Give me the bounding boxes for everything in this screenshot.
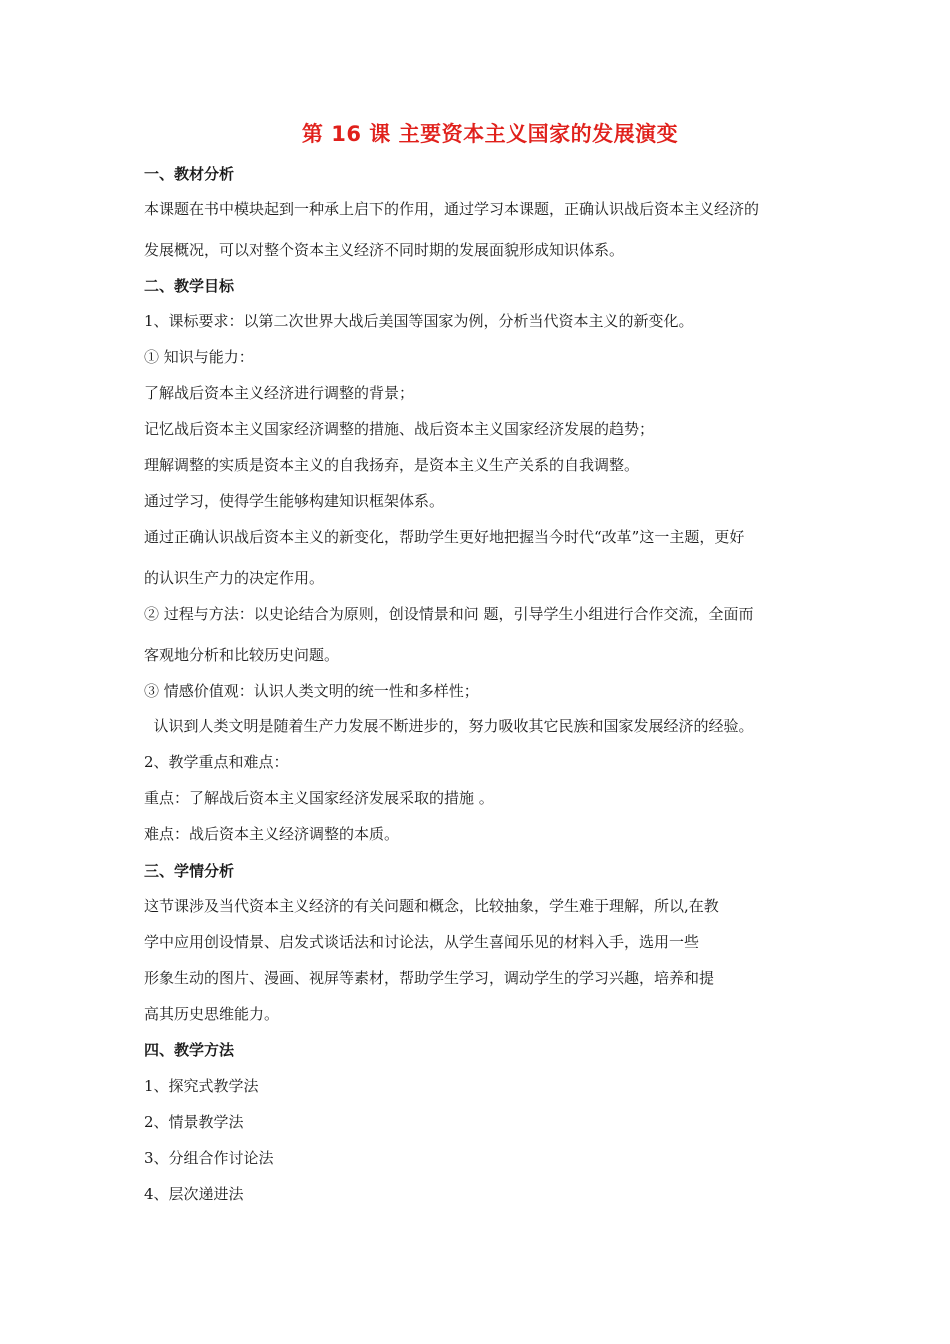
paragraph-line: ② 过程与方法：以史论结合为原则，创设情景和问 题，引导学生小组进行合作交流，全面而 bbox=[144, 605, 754, 623]
section-heading-students: 三、学情分析 bbox=[144, 862, 235, 880]
paragraph-line: 本课题在书中模块起到一种承上启下的作用，通过学习本课题，正确认识战后资本主义经济的 bbox=[144, 200, 760, 218]
paragraph-line: 1、课标要求：以第二次世界大战后美国等国家为例，分析当代资本主义的新变化。 bbox=[144, 312, 694, 330]
list-item: 4、层次递进法 bbox=[144, 1185, 244, 1203]
paragraph-line: 发展概况，可以对整个资本主义经济不同时期的发展面貌形成知识体系。 bbox=[144, 241, 625, 259]
section-heading-materials: 一、教材分析 bbox=[144, 165, 235, 183]
paragraph-line: ③ 情感价值观：认识人类文明的统一性和多样性； bbox=[144, 682, 479, 700]
paragraph-line: 认识到人类文明是随着生产力发展不断进步的，努力吸收其它民族和国家发展经济的经验。 bbox=[144, 717, 754, 735]
list-item: 1、探究式教学法 bbox=[144, 1077, 259, 1095]
paragraph-line: 通过学习，使得学生能够构建知识框架体系。 bbox=[144, 492, 445, 510]
paragraph-line: 记忆战后资本主义国家经济调整的措施、战后资本主义国家经济发展的趋势； bbox=[144, 420, 655, 438]
paragraph-line: 客观地分析和比较历史问题。 bbox=[144, 646, 340, 664]
paragraph-line: 难点：战后资本主义经济调整的本质。 bbox=[144, 825, 400, 843]
paragraph-line: 学中应用创设情景、启发式谈话法和讨论法，从学生喜闻乐见的材料入手，选用一些 bbox=[144, 933, 700, 951]
paragraph-line: 的认识生产力的决定作用。 bbox=[144, 569, 325, 587]
paragraph-line: 重点：了解战后资本主义国家经济发展采取的措施 。 bbox=[144, 789, 494, 807]
paragraph-line: 了解战后资本主义经济进行调整的背景； bbox=[144, 384, 415, 402]
list-item: 2、情景教学法 bbox=[144, 1113, 244, 1131]
paragraph-line: 形象生动的图片、漫画、视屏等素材，帮助学生学习，调动学生的学习兴趣，培养和提 bbox=[144, 969, 715, 987]
paragraph-line: ① 知识与能力： bbox=[144, 348, 254, 366]
list-item: 3、分组合作讨论法 bbox=[144, 1149, 274, 1167]
page-title: 第 16 课 主要资本主义国家的发展演变 bbox=[301, 122, 679, 146]
section-heading-methods: 四、教学方法 bbox=[144, 1041, 235, 1059]
paragraph-line: 通过正确认识战后资本主义的新变化，帮助学生更好地把握当今时代“改革”这一主题，更好 bbox=[144, 528, 745, 546]
paragraph-line: 高其历史思维能力。 bbox=[144, 1005, 280, 1023]
paragraph-line: 理解调整的实质是资本主义的自我扬弃，是资本主义生产关系的自我调整。 bbox=[144, 456, 640, 474]
paragraph-line: 这节课涉及当代资本主义经济的有关问题和概念，比较抽象，学生难于理解，所以,在教 bbox=[144, 897, 719, 915]
paragraph-line: 2、教学重点和难点： bbox=[144, 753, 289, 771]
section-heading-goals: 二、教学目标 bbox=[144, 277, 235, 295]
